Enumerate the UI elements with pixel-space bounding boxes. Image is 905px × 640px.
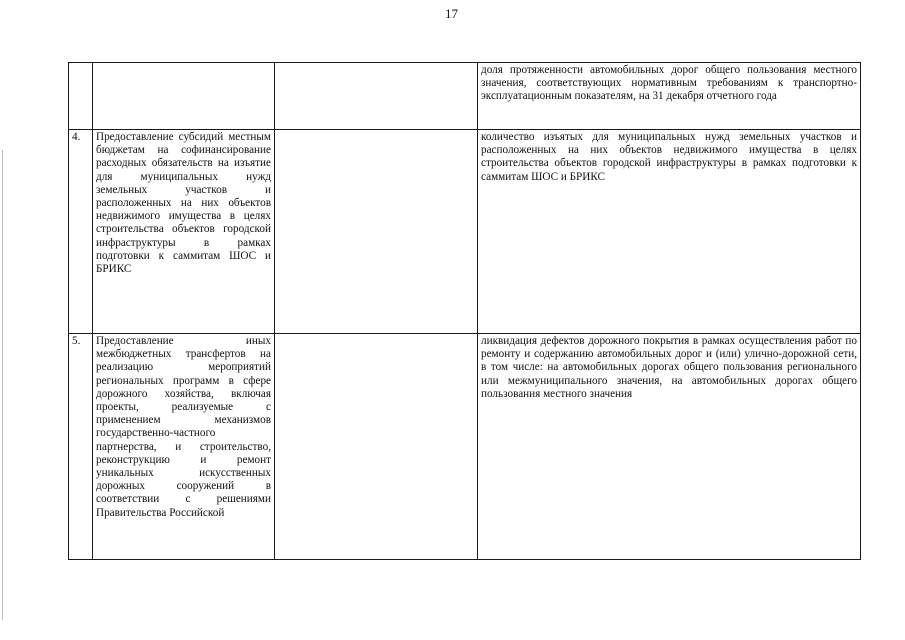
indicator-text: количество изъятых для муниципальных нужд земельных участков и расположенных на них объектов недвижимого имущества в целях строительства объектов городской инфраструктуры в рамках подготовки к саммитам ШОС и БРИКС <box>478 130 861 334</box>
measure-name: Предоставление субсидий местным бюджетам на софинансирование расходных обязательств на изъятие для муниципальных нужд земельных участков и расположенных на них объектов недвижимого имущества в целях строительства объектов городской инфраструктуры в рамках подготовки к саммитам ШОС и БРИКС <box>93 130 275 334</box>
measure-name: Предоставление иных межбюджетных трансфертов на реализацию мероприятий региональных программ в сфере дорожного хозяйства, включая проекты, реализуемые с применением механизмов государственно-частного партнерства, и строительство, реконструкцию и ремонт уникальных искусственных дорожных сооружений в соответствии с решениями Правительства Российской <box>93 334 275 560</box>
indicator-text: доля протяженности автомобильных дорог общего пользования местного значения, соответствующих нормативным требованиям к транспортно-эксплуатационным показателям, на 31 декабря отчетного года <box>478 63 861 130</box>
scan-edge-line <box>2 150 3 620</box>
row-number: 5. <box>69 334 93 560</box>
table-row <box>69 63 861 130</box>
program-table <box>68 62 861 560</box>
empty-cell <box>275 130 478 334</box>
table-row <box>69 334 861 560</box>
empty-cell <box>275 63 478 130</box>
indicator-text: ликвидация дефектов дорожного покрытия в рамках осуществления работ по ремонту и содержанию автомобильных дорог и (или) улично-дорожной сети, в том числе: на автомобильных дорогах общего пользования регионального или межмуниципального значения, на автомобильных дорогах общего пользования местного значения <box>478 334 861 560</box>
page-number: 17 <box>445 6 458 21</box>
table-row <box>69 130 861 334</box>
empty-cell <box>275 334 478 560</box>
row-number <box>69 63 93 130</box>
row-number: 4. <box>69 130 93 334</box>
measure-name <box>93 63 275 130</box>
